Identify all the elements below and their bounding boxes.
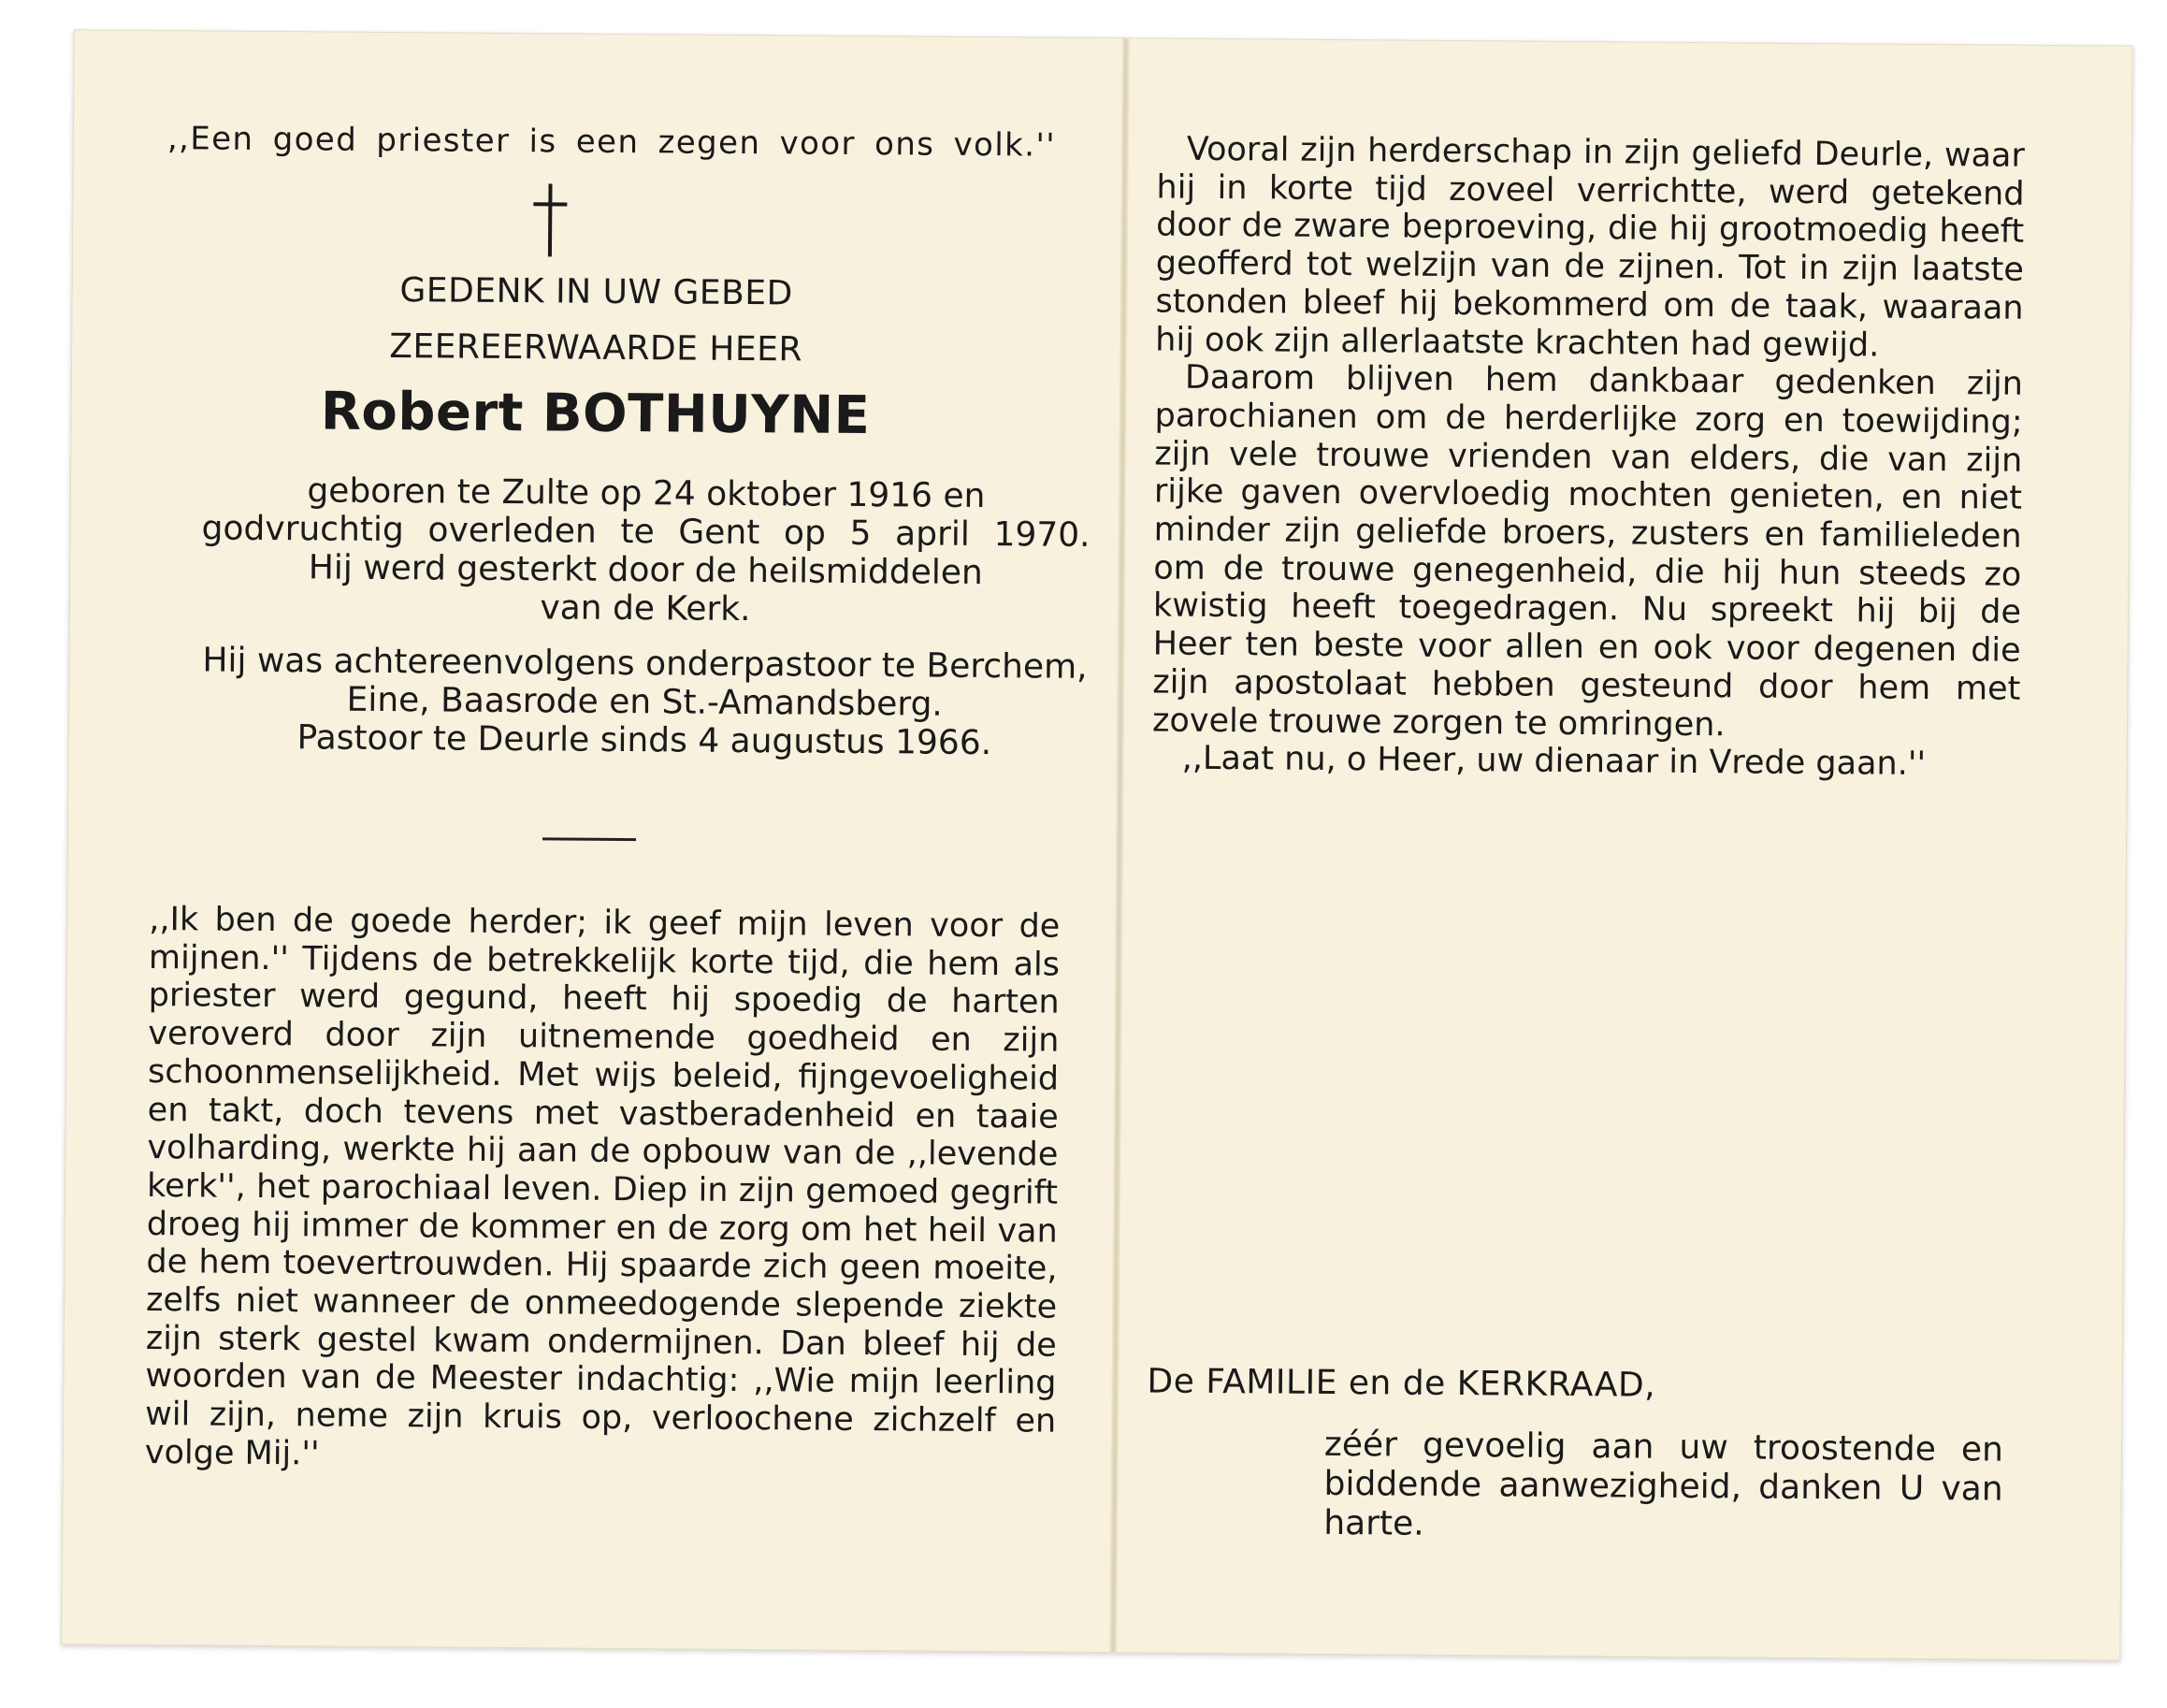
bio-line: Pastoor te Deurle sinds 4 augustus 1966.	[296, 718, 992, 763]
signature-line: De FAMILIE en de KERKRAAD,	[1147, 1362, 1656, 1405]
cross-icon	[73, 180, 1121, 272]
motto-quote: ,,Een goed priester is een zegen voor ons volk.''	[166, 120, 1057, 165]
memorial-card	[61, 29, 2132, 1660]
deceased-name: Robert BOTHUYNE	[320, 381, 871, 447]
closing-quote: ,,Laat nu, o Heer, uw dienaar in Vrede gaan.''	[1181, 739, 1927, 784]
tribute-paragraph	[145, 901, 1061, 1479]
right-panel	[1117, 38, 2132, 1659]
bio-line: Eine, Baasrode en St.-Amandsberg.	[346, 680, 943, 724]
bio-line: Hij was achtereenvolgens onderpastoor te Berchem,	[202, 641, 1088, 687]
divider-rule	[542, 837, 636, 841]
paragraph-herderschap: Vooral zijn herderschap in zijn geliefd Deurle, waar hij in korte tijd zoveel verrichtte, werd getekend door de zware beproeving, die hij grootmoedig heeft geofferd tot welzijn van de zijnen. Tot in zijn laatste stonden bleef hij bekommerd om de taak, waaraan hij ook zijn allerlaatste krachten had gewijd.	[1155, 130, 2025, 365]
tribute-text: ,,Ik ben de goede herder; ik geef mijn leven voor de mijnen.'' Tijdens de betrekkelijk korte tijd, die hem als priester werd gegund, heeft hij spoedig de harten veroverd door zijn uitnemende goedheid en zijn schoonmenselijkheid. Met wijs beleid, fijngevoeligheid en takt, doch tevens met vastberadenheid en taaie volharding, werkte hij aan de opbouw van de ,,levende kerk'', het parochiaal leven. Diep in zijn gemoed gegrift droeg hij immer de kommer en de zorg om het heil van de hem toevertrouwden. Hij spaarde zich geen moeite, zelfs niet wanneer de onmeedogende slepende ziekte zijn sterk gestel kwam ondermijnen. Dan bleef hij de woorden van de Meester indachtig: ,,Wie mijn leerling wil zijn, neme zijn kruis op, verloochene zichzelf en volge Mij.''	[144, 901, 1061, 1473]
right-text-block	[1152, 130, 2025, 784]
heading-remember: GEDENK IN UW GEBED	[399, 271, 793, 313]
thanks-paragraph: zéér gevoelig aan uw troostende en biddende aanwezigheid, danken U van harte.	[1323, 1425, 2004, 1543]
heading-title: ZEEREERWAARDE HEER	[389, 327, 803, 369]
left-panel	[62, 30, 1122, 1652]
biography	[200, 470, 1091, 762]
bio-line: godvruchtig overleden te Gent op 5 april 1970.	[201, 509, 1091, 555]
bio-line: geboren te Zulte op 24 oktober 1916 en	[307, 471, 986, 516]
paragraph-gratitude: Daarom blijven hem dankbaar gedenken zijn parochianen om de herderlijke zorg en toewijding; zijn vele trouwe vrienden van elders, die van zijn rijke gaven overvloedig mochten genieten, en niet minder zijn geliefde broers, zusters en familieleden om de trouwe genegenheid, die hij hun steeds zo kwistig heeft toegedragen. Nu spreekt hij bij de Heer ten beste voor allen en ook voor degenen die zijn apostolaat hebben gesteund door hem met zovele trouwe zorgen te omringen.	[1151, 358, 2024, 744]
bio-line: van de Kerk.	[540, 588, 751, 630]
bio-line: Hij werd gesterkt door de heilsmiddelen	[308, 548, 983, 593]
thanks-text	[1323, 1426, 2003, 1549]
